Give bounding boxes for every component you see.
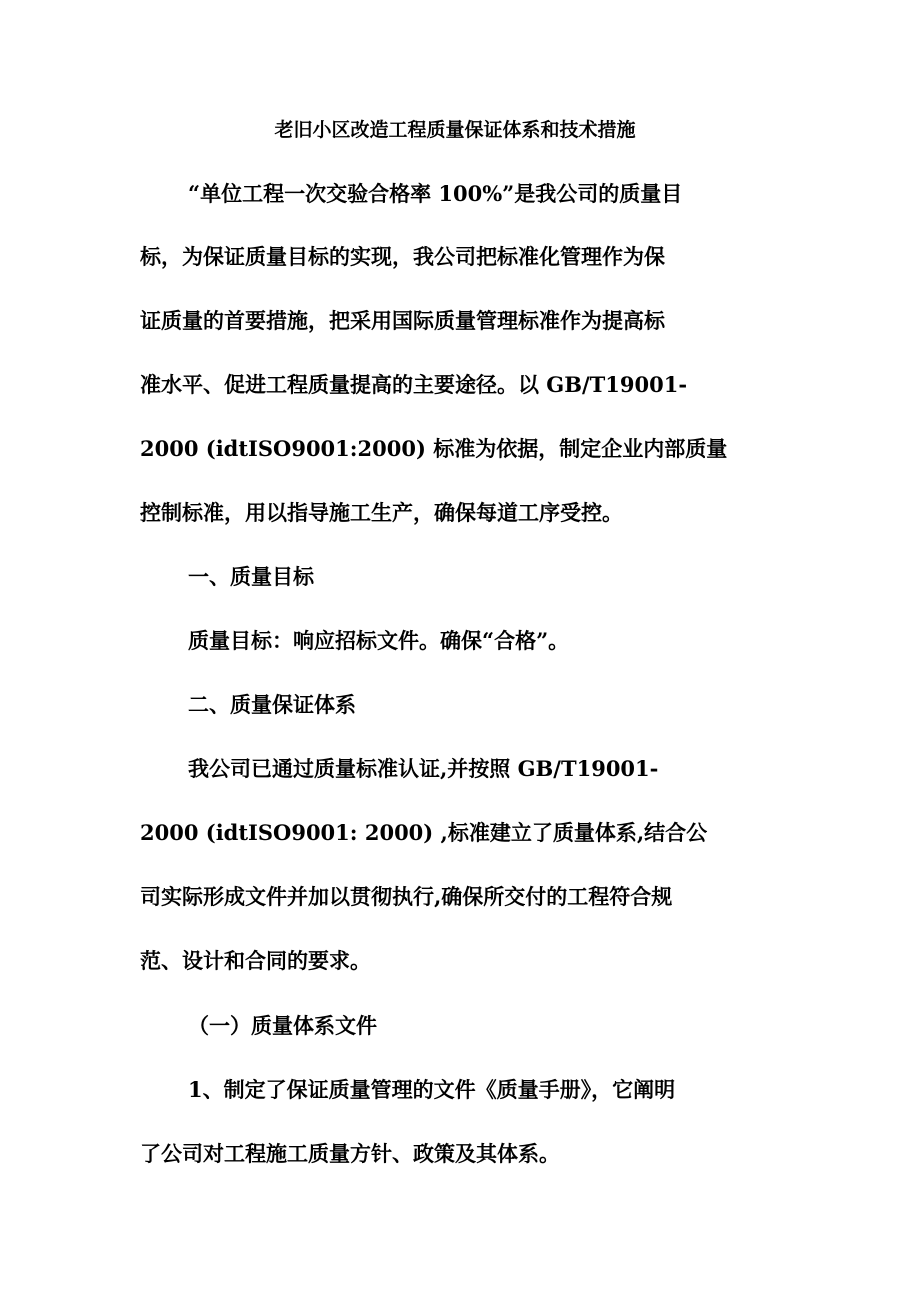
- paragraph-line: 2000 (idtISO9001:2000) 标准为依据，制定企业内部质量: [140, 436, 728, 461]
- paragraph-line: 控制标准，用以指导施工生产，确保每道工序受控。: [140, 500, 623, 525]
- paragraph-line: 2000 (idtISO9001: 2000) ,标准建立了质量体系,结合公: [140, 820, 708, 845]
- paragraph-line: 标，为保证质量目标的实现，我公司把标准化管理作为保: [140, 244, 665, 269]
- paragraph-line: 了公司对工程施工质量方针、政策及其体系。: [140, 1141, 560, 1166]
- document-title: 老旧小区改造工程质量保证体系和技术措施: [274, 119, 636, 141]
- paragraph-line: 我公司已通过质量标准认证,并按照 GB/T19001-: [188, 756, 659, 781]
- paragraph-line: 证质量的首要措施，把采用国际质量管理标准作为提高标: [140, 308, 665, 333]
- paragraph-line: 质量目标：响应招标文件。确保“合格”。: [188, 628, 570, 653]
- subsection-heading: （一）质量体系文件: [188, 1013, 377, 1038]
- section-heading: 一、质量目标: [188, 564, 314, 589]
- paragraph-line: 范、设计和合同的要求。: [140, 948, 371, 973]
- section-heading: 二、质量保证体系: [188, 692, 356, 717]
- paragraph-line: 司实际形成文件并加以贯彻执行,确保所交付的工程符合规: [140, 884, 673, 909]
- paragraph-line: “单位工程一次交验合格率 100%”是我公司的质量目: [188, 181, 683, 206]
- paragraph-line: 1、制定了保证质量管理的文件《质量手册》，它阐明: [188, 1077, 676, 1102]
- paragraph-line: 准水平、促进工程质量提高的主要途径。以 GB/T19001-: [140, 372, 688, 397]
